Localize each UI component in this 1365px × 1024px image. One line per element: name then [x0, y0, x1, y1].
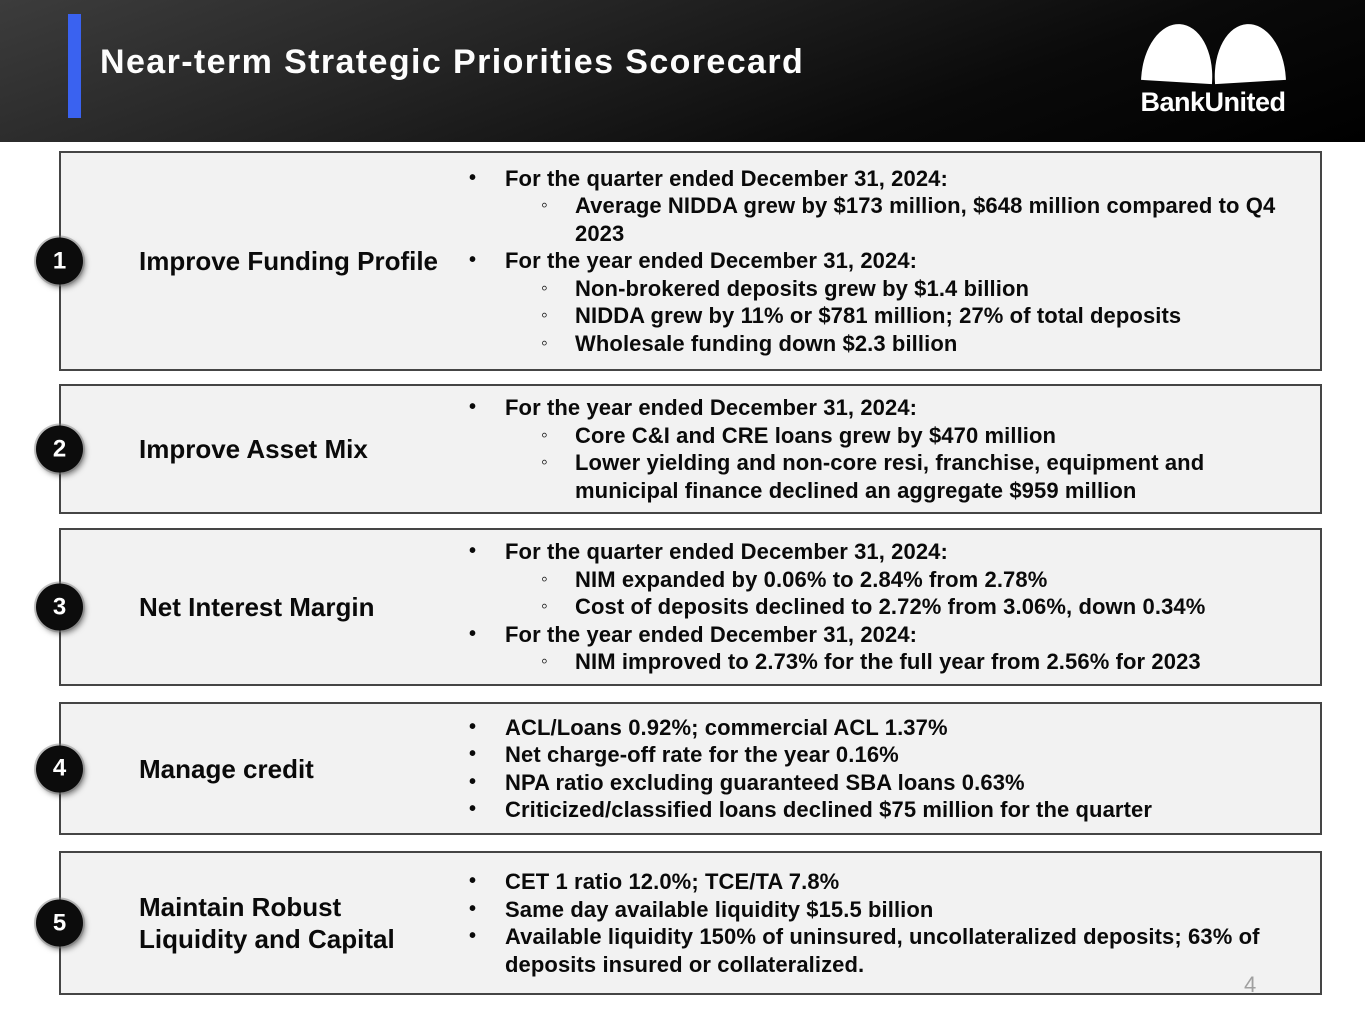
- arch-right: [1211, 22, 1285, 84]
- bullet-marker-icon: •: [469, 798, 477, 820]
- bullet-text: Cost of deposits declined to 2.72% from 3.06%, down 0.34%: [575, 594, 1206, 620]
- bullet-text: For the quarter ended December 31, 2024:: [505, 165, 948, 191]
- sub-bullet-marker-icon: ◦: [541, 568, 548, 590]
- sub-bullet-marker-icon: ◦: [541, 195, 548, 217]
- slide-header: [0, 0, 1365, 142]
- bullet-item: [455, 566, 1300, 594]
- priority-3-title-line: Net Interest Margin: [139, 592, 375, 622]
- bullet-marker-icon: •: [469, 897, 477, 920]
- slide-title: Near-term Strategic Priorities Scorecard: [100, 43, 805, 81]
- priority-1-number-badge: 1: [36, 238, 83, 285]
- bullet-item: [455, 422, 1300, 450]
- bullet-text: NIDDA grew by 11% or $781 million; 27% of total deposits: [575, 303, 1182, 329]
- bullet-marker-icon: •: [469, 925, 477, 947]
- priority-1-bullets: [455, 165, 1320, 358]
- bullet-marker-icon: •: [469, 166, 477, 189]
- bullet-text: Same day available liquidity $15.5 billion: [505, 896, 934, 922]
- sub-bullet-marker-icon: ◦: [541, 424, 548, 446]
- bullet-item: [455, 165, 1300, 193]
- bullet-text: For the year ended December 31, 2024:: [505, 621, 918, 647]
- bullet-marker-icon: •: [469, 622, 477, 645]
- bullet-item: [455, 449, 1300, 504]
- bullet-text: Core C&I and CRE loans grew by $470 million: [575, 422, 1057, 448]
- bullet-item: [455, 714, 1300, 742]
- bankunited-arches-icon: [1134, 22, 1292, 82]
- bullet-item: [455, 769, 1300, 797]
- bullet-text: NPA ratio excluding guaranteed SBA loans 0.63%: [505, 769, 1025, 795]
- bullet-marker-icon: •: [469, 396, 477, 418]
- bullet-text: Wholesale funding down $2.3 billion: [575, 330, 958, 356]
- priority-row-1: [52, 151, 1322, 371]
- bullet-item: [455, 593, 1300, 621]
- priority-row-2: [52, 384, 1322, 514]
- bullet-item: [455, 538, 1300, 566]
- sub-bullet-marker-icon: ◦: [541, 596, 548, 618]
- bullet-item: [455, 648, 1300, 676]
- bullet-text: NIM improved to 2.73% for the full year from 2.56% for 2023: [575, 649, 1201, 675]
- bullet-text: Average NIDDA grew by $173 million, $648 million compared to Q4 2023: [575, 193, 1276, 246]
- bullet-text: For the year ended December 31, 2024:: [505, 395, 918, 420]
- bullet-item: [455, 868, 1300, 896]
- bullet-text: Net charge-off rate for the year 0.16%: [505, 742, 899, 767]
- bullet-item: [455, 621, 1300, 649]
- priority-row-4: [52, 702, 1322, 835]
- bankunited-logo: [1134, 22, 1292, 116]
- bullet-item: [455, 741, 1300, 769]
- bankunited-logo-text: BankUnited: [1140, 87, 1286, 117]
- bullet-item: [455, 394, 1300, 422]
- arch-left: [1141, 22, 1215, 84]
- bullet-item: [455, 896, 1300, 924]
- bullet-item: [455, 923, 1300, 978]
- bullet-text: Lower yielding and non-core resi, franchise, equipment and municipal finance declined an aggregate $959 million: [575, 450, 1205, 503]
- bullet-text: Non-brokered deposits grew by $1.4 billion: [575, 275, 1030, 301]
- priority-5-bullets: [455, 868, 1320, 978]
- bullet-marker-icon: •: [469, 249, 477, 272]
- sub-bullet-marker-icon: ◦: [541, 452, 548, 473]
- page-number: 4: [1244, 972, 1257, 997]
- sub-bullet-marker-icon: ◦: [541, 332, 548, 354]
- priority-5-title-line: Liquidity and Capital: [139, 924, 395, 954]
- bullet-text: For the year ended December 31, 2024:: [505, 248, 918, 274]
- bullet-item: [455, 247, 1300, 275]
- bullet-text: ACL/Loans 0.92%; commercial ACL 1.37%: [505, 714, 948, 740]
- bullet-item: [455, 330, 1300, 358]
- priority-4-title: [61, 753, 455, 785]
- bullet-text: For the quarter ended December 31, 2024:: [505, 539, 948, 565]
- priority-4-bullets: [455, 714, 1320, 824]
- priority-5-number-badge: 5: [36, 900, 83, 947]
- bullet-text: Criticized/classified loans declined $75 million for the quarter: [505, 797, 1153, 822]
- sub-bullet-marker-icon: ◦: [541, 305, 548, 327]
- priority-5-title: [61, 891, 455, 955]
- bullet-marker-icon: •: [469, 770, 477, 793]
- bullet-item: [455, 275, 1300, 303]
- bullet-text: CET 1 ratio 12.0%; TCE/TA 7.8%: [505, 869, 840, 894]
- priority-row-3: [52, 528, 1322, 686]
- accent-bar: [68, 14, 81, 118]
- priority-1-title-line: Improve Funding Profile: [139, 246, 439, 276]
- priority-3-title: [61, 591, 455, 623]
- bullet-text: NIM expanded by 0.06% to 2.84% from 2.78%: [575, 566, 1048, 592]
- bullet-item: [455, 302, 1300, 330]
- bullet-marker-icon: •: [469, 715, 477, 738]
- bullet-marker-icon: •: [469, 743, 477, 765]
- bullet-item: [455, 796, 1300, 824]
- priority-2-title-line: Improve Asset Mix: [139, 434, 368, 464]
- priority-2-title: [61, 433, 455, 465]
- priority-3-bullets: [455, 538, 1320, 676]
- priority-4-title-line: Manage credit: [139, 753, 314, 784]
- priority-row-5: [52, 851, 1322, 995]
- priority-4-number-badge: 4: [36, 745, 83, 792]
- priority-1-title: [61, 245, 455, 277]
- priority-3-number-badge: 3: [36, 584, 83, 631]
- bullet-marker-icon: •: [469, 540, 477, 563]
- bullet-text: Available liquidity 150% of uninsured, uncollateralized deposits; 63% of deposits insured or collateralized.: [505, 924, 1260, 977]
- priority-2-number-badge: 2: [36, 426, 83, 473]
- bullet-marker-icon: •: [469, 870, 477, 892]
- bullet-item: [455, 192, 1300, 247]
- priority-2-bullets: [455, 394, 1320, 504]
- priority-5-title-line: Maintain Robust: [139, 892, 342, 922]
- sub-bullet-marker-icon: ◦: [541, 277, 548, 299]
- sub-bullet-marker-icon: ◦: [541, 651, 548, 673]
